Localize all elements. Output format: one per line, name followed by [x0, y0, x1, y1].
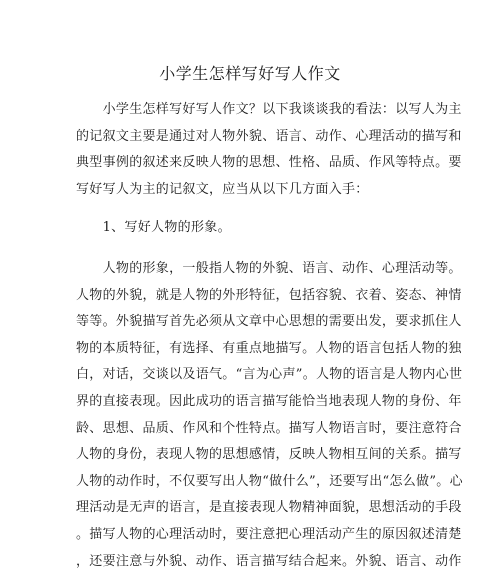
paragraph-line: 人物的动作时，不仅要写出人物“做什么”，还要写出“怎么做”。心 [76, 473, 463, 489]
paragraph-line: ，还要注意与外貌、动作、语言描写结合起来。外貌、语言、动作 [76, 553, 462, 569]
paragraph-line: 人物的身份，表现人物的思想感情，反映人物相互间的关系。描写 [76, 447, 462, 463]
paragraph-body [76, 256, 463, 575]
paragraph-line: 写好写人为主的记叙文，应当从以下几方面入手： [76, 181, 369, 197]
paragraph-line: 人物的形象，一般指人物的外貌、语言、动作、心理活动等。 [76, 261, 462, 276]
paragraph-line: 白，对话，交谈以及语气。“言为心声”。人物的语言是人物内心世 [76, 367, 463, 383]
paragraph-line: 理活动是无声的语言，是直接表现人物精神面貌，思想活动的手段 [76, 500, 462, 516]
paragraph-line: 的记叙文主要是通过对人物外貌、语言、动作、心理活动的描写和 [76, 128, 462, 144]
paragraph-line: 典型事例的叙述来反映人物的思想、性格、品质、作风等特点。要 [76, 155, 462, 171]
document-title: 小学生怎样写好写人作文 [159, 64, 341, 83]
paragraph-line: 人物的外貌，就是人物的外形特征，包括容貌、衣着、姿态、神情 [76, 287, 462, 303]
paragraph-intro [76, 97, 462, 203]
section-heading-text: 1、写好人物的形象。 [76, 220, 231, 235]
paragraph-line: 。描写人物的心理活动时，要注意把心理活动产生的原因叙述清楚 [76, 526, 462, 542]
paragraph-line: 小学生怎样写好写人作文？以下我谈谈我的看法：以写人为主 [76, 102, 462, 117]
paragraph-line: 龄、思想、品质、作风和个性特点。描写人物语言时，要注意符合 [76, 420, 462, 436]
paragraph-line: 界的直接表现。因此成功的语言描写能恰当地表现人物的身份、年 [76, 393, 462, 409]
paragraph-line: 物的本质特征，有选择、有重点地描写。人物的语言包括人物的独 [76, 340, 462, 356]
section-heading-1 [76, 215, 421, 242]
paragraph-line: 等等。外貌描写首先必须从文章中心思想的需要出发，要求抓住人 [76, 314, 462, 330]
